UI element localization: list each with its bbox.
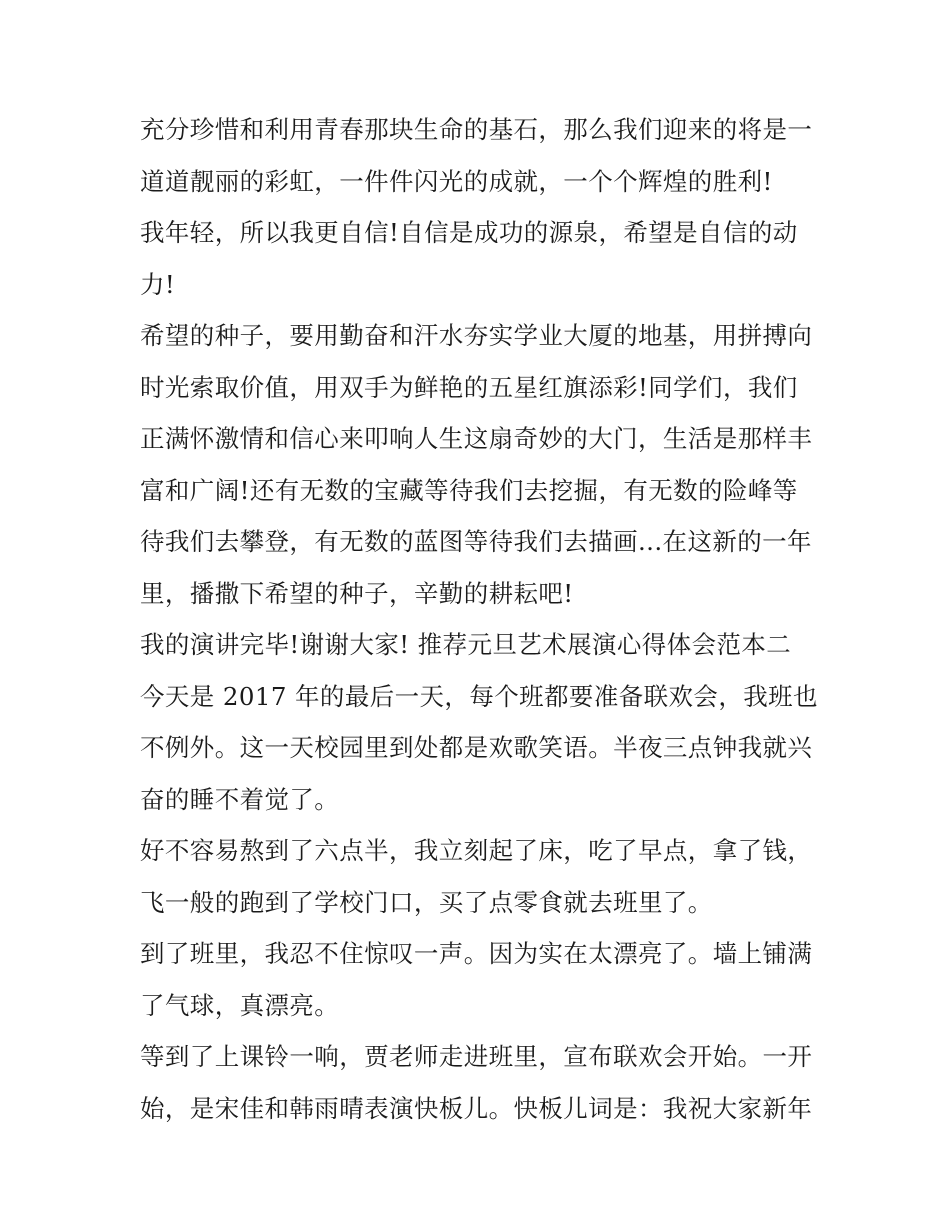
- text-line: 等到了上课铃一响，贾老师走进班里，宣布联欢会开始。一开: [140, 1042, 813, 1071]
- text-line: 奋的睡不着觉了。: [140, 784, 340, 814]
- text-line: 力!: [140, 269, 176, 299]
- text-line: 时光索取价值，用双手为鲜艳的五星红旗添彩!同学们，我们: [140, 372, 798, 402]
- text-line: 了气球，真漂亮。: [140, 990, 340, 1020]
- text-line: 飞一般的跑到了学校门口，买了点零食就去班里了。: [140, 887, 713, 917]
- text-line: 始，是宋佳和韩雨晴表演快板儿。快板儿词是：我祝大家新年: [140, 1093, 813, 1123]
- text-line: 正满怀激情和信心来叩响人生这扇奇妙的大门，生活是那样丰: [140, 424, 813, 453]
- text-line: 到了班里，我忍不住惊叹一声。因为实在太漂亮了。墙上铺满: [140, 939, 813, 968]
- text-line: 希望的种子，要用勤奋和汗水夯实学业大厦的地基，用拼搏向: [140, 321, 813, 350]
- text-line: 不例外。这一天校园里到处都是欢歌笑语。半夜三点钟我就兴: [140, 733, 813, 762]
- document-body: [140, 104, 820, 1134]
- text-line: 待我们去攀登，有无数的蓝图等待我们去描画...在这新的一年: [140, 527, 812, 556]
- text-line: 今天是 2017 年的最后一天，每个班都要准备联欢会，我班也: [140, 681, 818, 711]
- text-line: 里，播撒下希望的种子，辛勤的耕耘吧!: [140, 578, 574, 608]
- text-line: 富和广阔!还有无数的宝藏等待我们去挖掘，有无数的险峰等: [140, 475, 798, 505]
- text-line: 道道靓丽的彩虹，一件件闪光的成就，一个个辉煌的胜利!: [140, 166, 773, 196]
- text-line: 我的演讲完毕!谢谢大家! 推荐元旦艺术展演心得体会范本二: [140, 630, 792, 659]
- text-line: 我年轻，所以我更自信!自信是成功的源泉，希望是自信的动: [140, 218, 798, 247]
- text-line: 充分珍惜和利用青春那块生命的基石，那么我们迎来的将是一: [140, 115, 813, 144]
- text-line: 好不容易熬到了六点半，我立刻起了床，吃了早点，拿了钱，: [140, 836, 813, 865]
